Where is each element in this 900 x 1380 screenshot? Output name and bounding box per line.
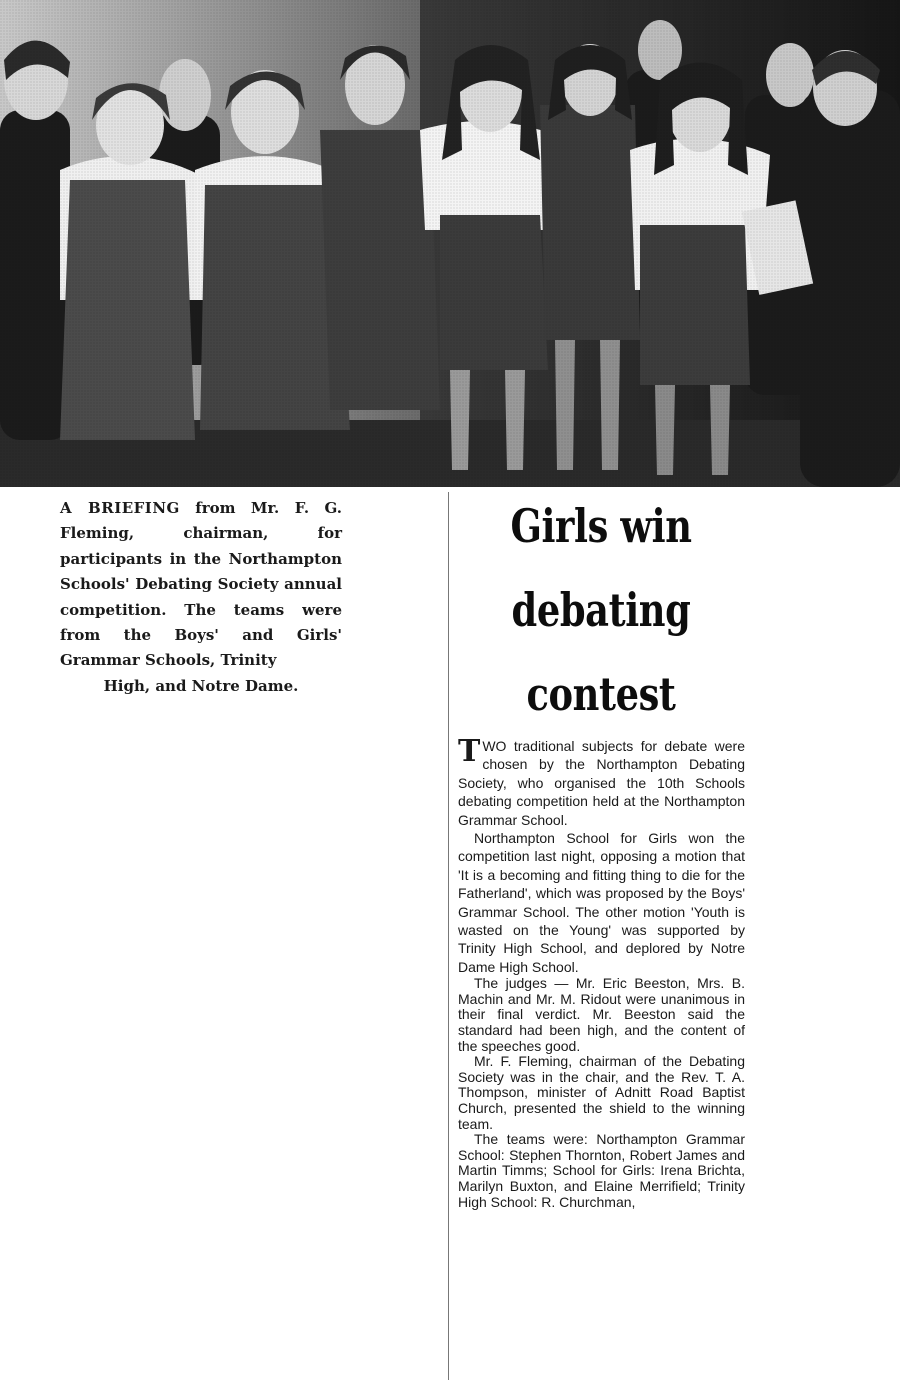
article-paragraph-2: Northampton School for Girls won the competition last night, opposing a motion that 'It is a becoming and fitting thing to die for the Fatherland', which was proposed by the Boys' Grammar School. The other motion 'Youth is wasted on the Young' was supported by Trinity High School, and deplored by Notre Dame High School.	[458, 830, 745, 975]
headline-line-3: contest	[526, 667, 676, 721]
article-paragraph-4: Mr. F. Fleming, chairman of the Debating Society was in the chair, and the Rev. T. A. Thompson, minister of Adnitt Road Baptist Church, presented the shield to the winning team.	[458, 1053, 745, 1132]
caption-text: from Mr. F. G. Fleming, chairman, for participants in the Northampton Schools' Debating Society annual competition. The teams were from the Boys' and Girls' Grammar Schools, Trinity	[60, 499, 342, 670]
headline-line-2: debating	[511, 583, 691, 637]
headline-line-1: Girls win	[510, 499, 692, 553]
caption-lead: A BRIEFING	[60, 499, 180, 517]
photo-illustration	[0, 0, 900, 487]
article-paragraph-5: The teams were: Northampton Grammar School: Stephen Thornton, Robert James and Martin Timms; School for Girls: Irena Brichta, Marilyn Buxton, and Elaine Merrifield; Trinity High School: R. Churchman,	[458, 1131, 745, 1210]
article-paragraph-1	[458, 734, 745, 829]
article-body	[458, 734, 745, 1210]
photo-caption	[60, 496, 342, 699]
drop-cap: T	[458, 734, 481, 769]
caption-last-line: High, and Notre Dame.	[103, 676, 299, 695]
paragraph-1-text: WO traditional subjects for debate were chosen by the Northampton Debating Society, who organised the 10th Schools debating competition held at the Northampton Grammar School.	[458, 738, 745, 828]
headline	[485, 484, 717, 736]
column-rule	[448, 492, 449, 1380]
article-paragraph-3: The judges — Mr. Eric Beeston, Mrs. B. Machin and Mr. M. Ridout were unanimous in their final verdict. Mr. Beeston said the standard had been high, and the content of the speeches good.	[458, 975, 745, 1054]
news-photo	[0, 0, 900, 487]
